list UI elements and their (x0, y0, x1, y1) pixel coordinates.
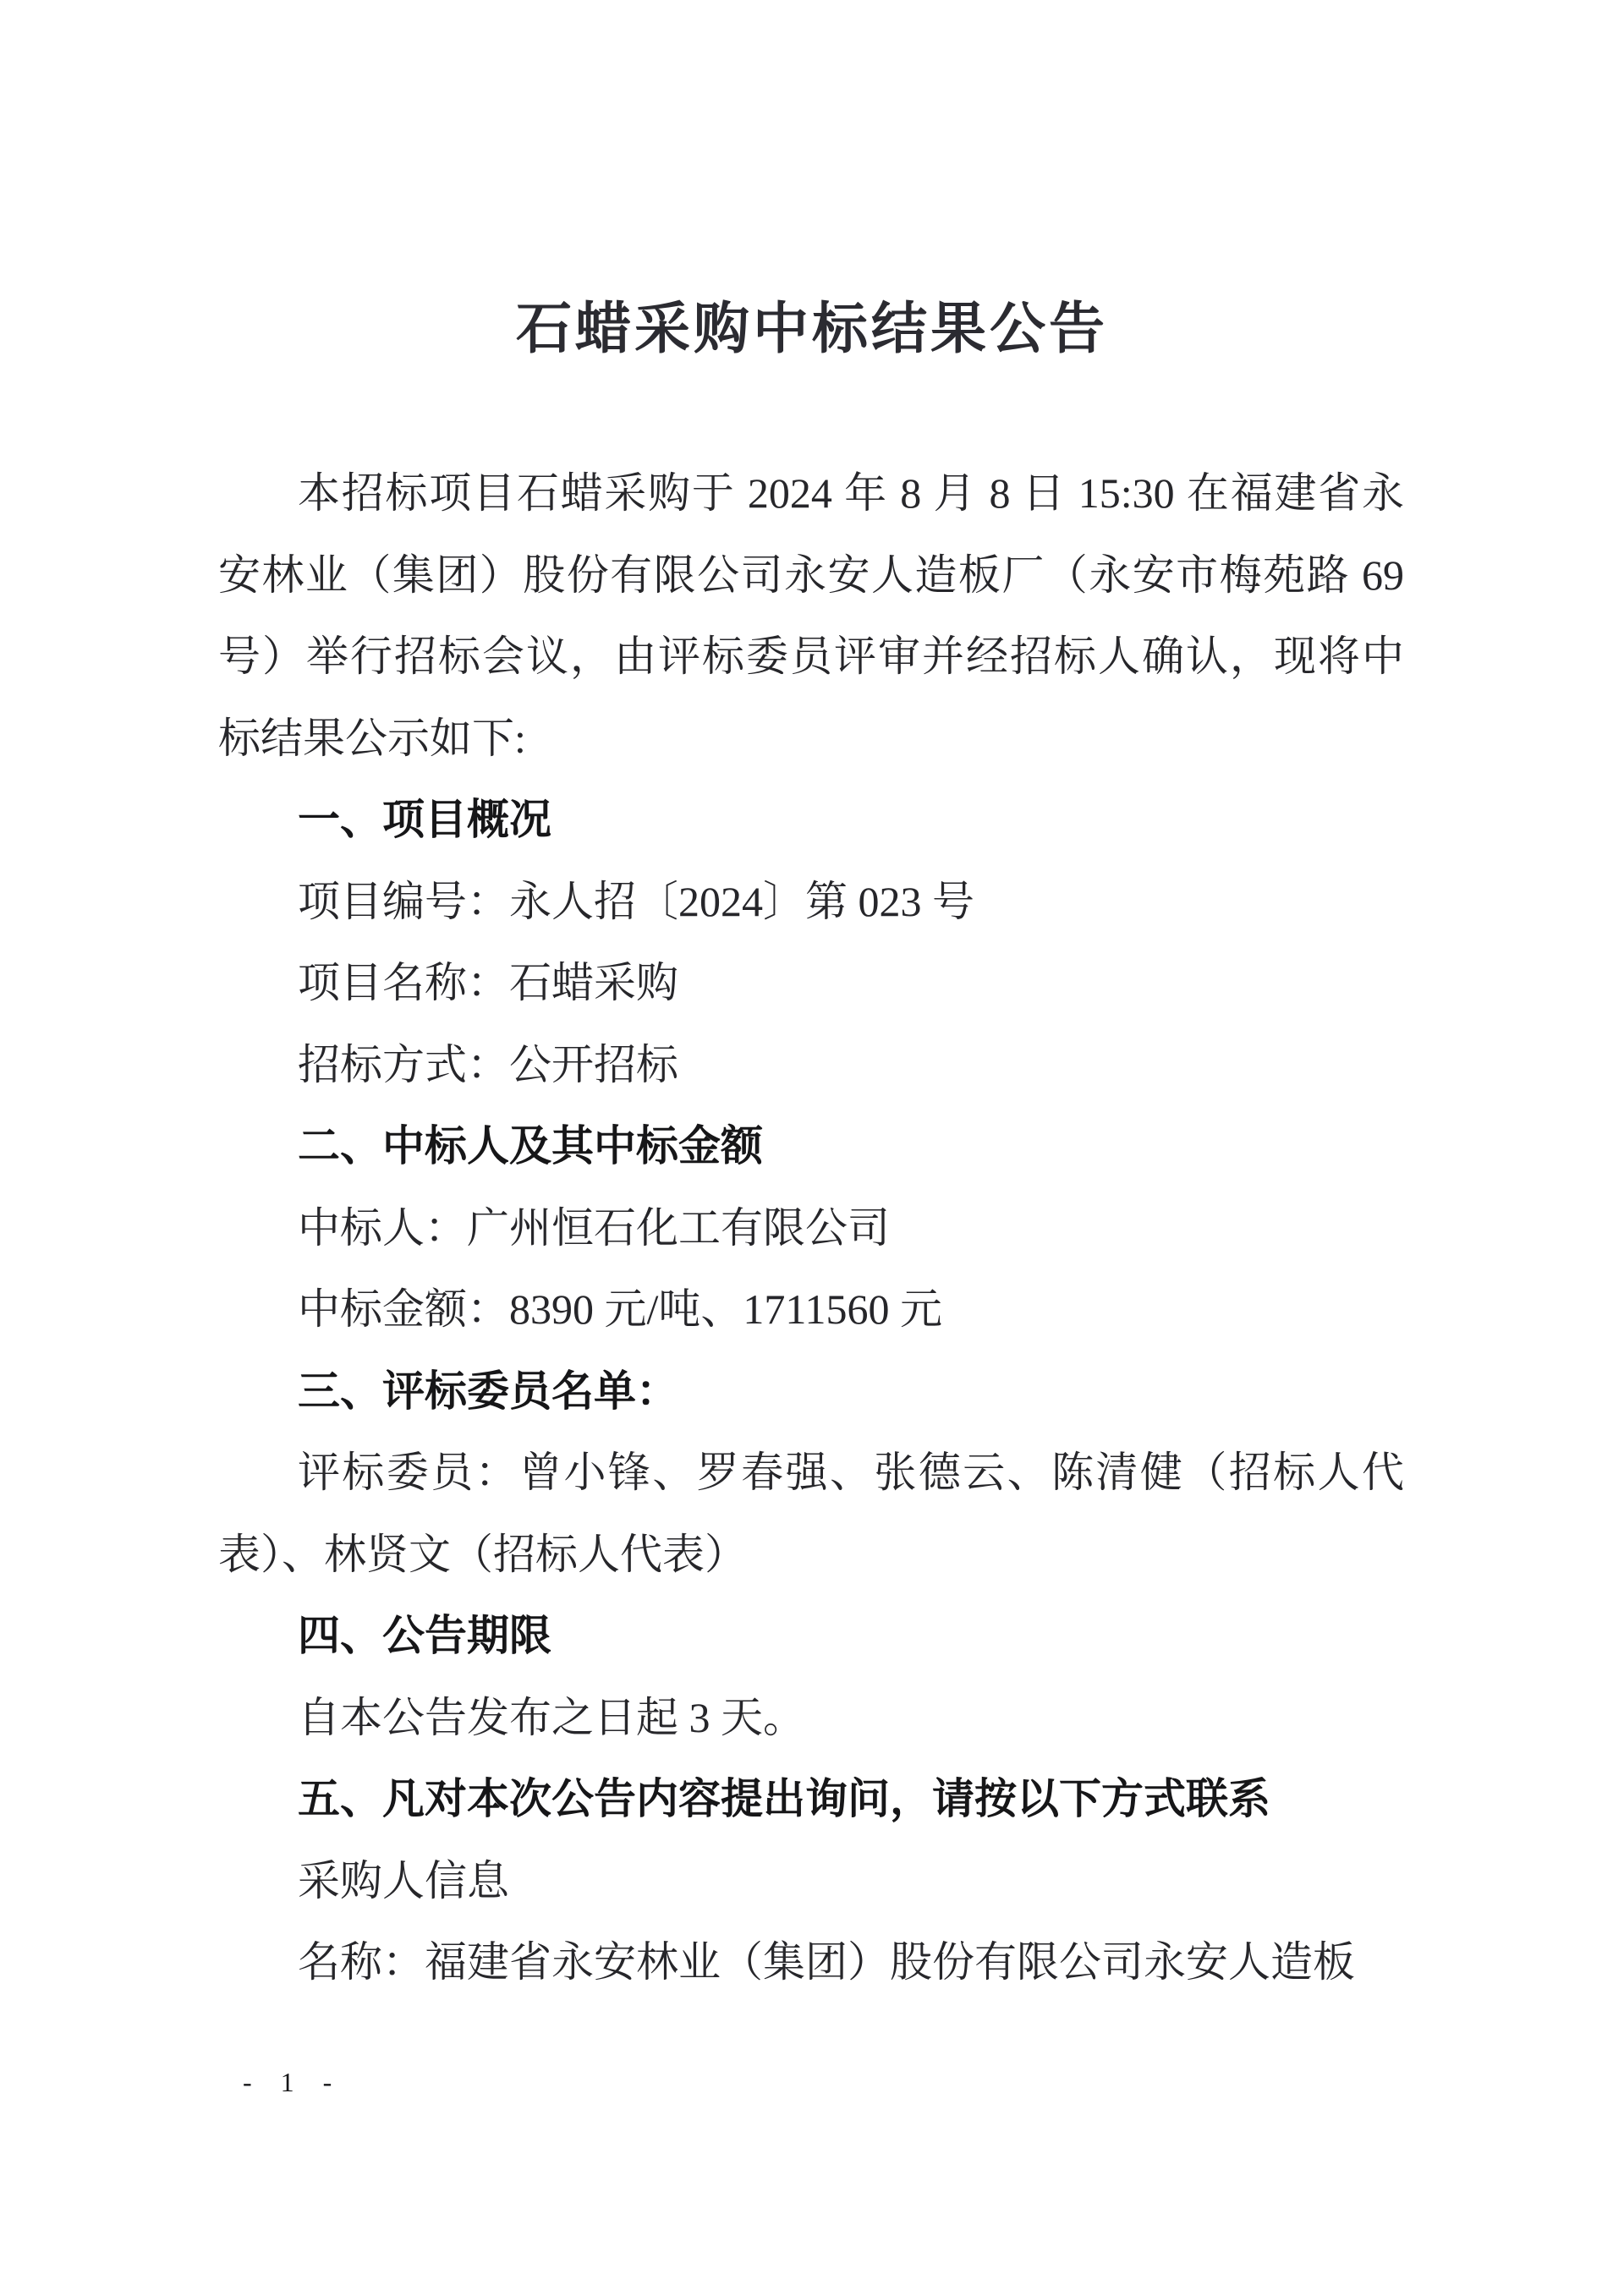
doc-line: 中标金额：8390 元/吨、1711560 元 (298, 1285, 943, 1333)
section-heading: 一、项目概况 (298, 796, 551, 843)
doc-line: 自本公告发布之日起 3 天。 (298, 1693, 805, 1741)
doc-line: 招标方式：公开招标 (298, 1040, 678, 1088)
doc-line: 号）举行招标会议，由评标委员评审并经招标人确认，现将中 (218, 633, 1404, 680)
section-heading: 五、凡对本次公告内容提出询问，请按以下方式联系 (298, 1775, 1270, 1822)
doc-line: 标结果公示如下: (218, 714, 526, 762)
doc-line: 中标人：广州恒石化工有限公司 (298, 1203, 890, 1252)
doc-line: 名称：福建省永安林业（集团）股份有限公司永安人造板 (298, 1938, 1355, 1986)
document-body (218, 452, 1404, 2003)
doc-line: 项目名称：石蜡采购 (298, 959, 678, 1006)
section-heading: 四、公告期限 (298, 1612, 551, 1659)
doc-line: 项目编号：永人招〔2024〕第 023 号 (298, 877, 974, 925)
doc-line: 表）、林贤文（招标人代表） (218, 1530, 747, 1578)
doc-line: 安林业（集团）股份有限公司永安人造板厂（永安市梅苑路 69 (218, 551, 1404, 599)
page-number: - 1 - (243, 2067, 336, 2097)
document-title: 石蜡采购中标结果公告 (516, 299, 1108, 360)
doc-line: 本招标项目石蜡采购于 2024 年 8 月 8 日 15:30 在福建省永 (298, 469, 1404, 517)
doc-line: 评标委员：曾小锋、罗春强、张德云、陈清健（招标人代 (298, 1449, 1404, 1496)
doc-line: 采购人信息 (298, 1856, 509, 1904)
section-heading: 二、中标人及其中标金额 (298, 1122, 763, 1170)
section-heading: 三、评标委员名单： (298, 1367, 678, 1415)
